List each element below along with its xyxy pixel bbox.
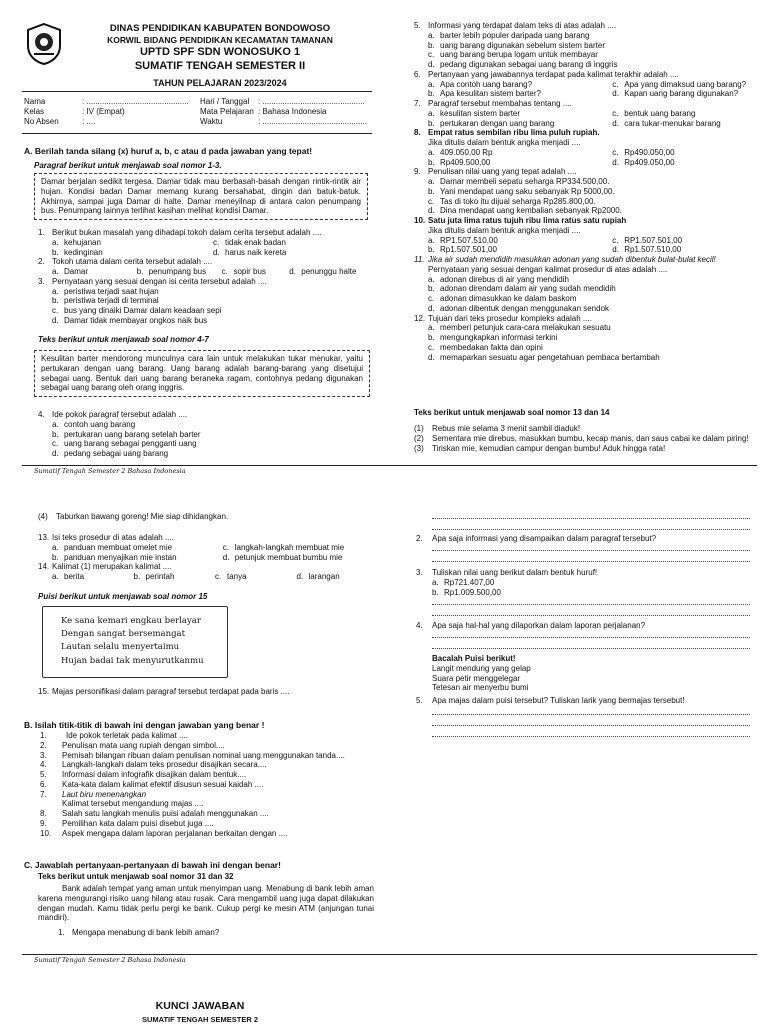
question-12: 12. Tujuan dari teks prosedur kompleks adalah .... (414, 313, 592, 323)
question-2: 2. Tokoh utama dalam cerita tersebut adalah .... (38, 257, 213, 267)
essay-answer-lines-2[interactable] (432, 543, 750, 565)
question-10-sub: Jika ditulis dalam bentuk angka menjadi .... (428, 225, 581, 235)
nama-label: Nama (24, 97, 46, 106)
fill-item-8[interactable]: 8. Salah satu langkah menulis puisi adalah menggunakan .... (40, 809, 269, 818)
passage-c-text: Bank adalah tempat yang aman untuk menyimpan uang. Menabung di bank lebih aman karena mengurangi risiko uang hilang atau rusak. Cara mengambil uang juga dapat dilakukan dengan mudah. Kamu tidak perlu pergi ke bank. Cukup pergi ke mesin ATM (anjungan tunai mandiri). (38, 884, 374, 923)
step-3: (3) Tiriskan mie, kemudian campur dengan bumbu! Aduk hingga rata! (414, 443, 666, 453)
option-2a[interactable]: a. Damar (52, 267, 89, 276)
passage-c-label: Teks berikut untuk menjawab soal nomor 31 dan 32 (38, 872, 234, 881)
option-10a[interactable]: a. RP1.507.510,00 (428, 235, 498, 245)
essay-question-2: 2. Apa saja informasi yang disampaikan dalam paragraf tersebut? (416, 534, 657, 543)
essay-answer-lines-4[interactable] (432, 630, 750, 652)
question-4-block (38, 410, 374, 459)
passage-2-text: Kesulitan barter mendorong munculnya cara lain untuk melakukan tukar menukar, yaitu pertukaran dengan uang barang. Uang barang adalah barang-barang yang disetujui sebagai uang. Bentuk dari uang barang beraneka ragam, contohnya pedang digunakan sebagai uang barang oleh orang inggris. (41, 354, 363, 393)
header-dinas: DINAS PENDIDIKAN KABUPATEN BONDOWOSO (109, 23, 331, 34)
option-5b[interactable]: b. uang barang digunakan sebelum sistem barter (428, 40, 605, 50)
fill-item-5[interactable]: 5. Informasi dalam infografik disajikan dalam bentuk.... (40, 770, 247, 779)
step-4: (4) Taburkan bawang goreng! Mie siap dihidangkan. (38, 512, 229, 521)
question-1-options (38, 238, 374, 258)
option-7d[interactable]: d. cara tukar-menukar barang (612, 118, 721, 128)
option-1b[interactable]: b. kedinginan (52, 247, 103, 257)
question-8-options (414, 148, 754, 168)
option-14a[interactable]: a. berita (52, 572, 85, 581)
poem-2-line-1: Langit mendung yang gelap (432, 663, 531, 673)
option-1a[interactable]: a. kehujanan (52, 237, 101, 247)
option-5d[interactable]: d. pedang digunakan sebagai uang barang di inggris (428, 60, 618, 69)
passage-1-label: Paragraf berikut untuk menjawab soal nomor 1-3. (34, 161, 222, 170)
question-10-options (414, 236, 754, 256)
question-2-text: Tokoh utama dalam cerita tersebut adalah .... (52, 257, 213, 267)
option-8d[interactable]: d. Rp409.050,00 (612, 157, 675, 167)
essay-question-3: 3. Tuliskan nilai uang berikut dalam bentuk huruf! a. Rp721.407,00 b. Rp1.009.500,00 (416, 568, 756, 597)
option-10d[interactable]: d. Rp1.507.510,00 (612, 245, 682, 255)
school-logo-icon (24, 22, 64, 66)
question-5-options (414, 31, 754, 70)
poem-1-box (42, 606, 228, 678)
fill-item-10[interactable]: 10. Aspek mengapa dalam laporan perjalanan berkaitan dengan .... (40, 828, 288, 838)
question-4-options (38, 420, 374, 459)
question-1-text: Berikut bukan masalah yang dihadapi tokoh dalam cerita tersebut adalah .... (52, 228, 322, 237)
option-14c[interactable]: c. tanya (215, 572, 247, 581)
identity-right (200, 97, 372, 126)
option-4d[interactable]: d. pedang sebagai uang barang (52, 449, 169, 458)
step-1: (1) Rebus mie selama 3 menit sambil diaduk! (414, 424, 581, 433)
procedure-steps (414, 424, 754, 453)
option-7b[interactable]: b. pertukaran dengan uang barang (428, 118, 555, 128)
question-12-options (414, 323, 754, 362)
option-2c[interactable]: c. sopir bus (221, 267, 266, 276)
fill-item-4[interactable]: 4. Langkah-langkah dalam teks prosedur disajikan secara.... (40, 760, 267, 770)
fill-item-9[interactable]: 9. Pemilihan kata dalam puisi disebut juga .... (40, 818, 214, 828)
question-14: 14. Kalimat (1) merupakan kalimat .... (38, 562, 172, 572)
question-8-sub: Jika ditulis dalam bentuk angka menjadi .... (428, 138, 581, 147)
essay-3a: a. Rp721.407,00 (432, 577, 495, 587)
option-8b[interactable]: b. Rp409.500,00 (428, 157, 491, 167)
absen-field[interactable]: : .... (82, 116, 96, 126)
question-11-options (414, 275, 754, 314)
option-3b[interactable]: b. peristiwa terjadi di terminal (52, 296, 159, 306)
poem-1-line-1: Ke sana kemari engkau berlayar (61, 616, 201, 626)
essay-question-4: 4. Apa saja hal-hal yang dilaporkan dalam laporan perjalanan? (416, 621, 646, 630)
fill-item-1[interactable]: 1. Ide pokok terletak pada kalimat .... (40, 731, 188, 740)
step-2: (2) Sementara mie direbus, masukkan bumbu, kecap manis, dan saus cabai ke dalam piring! (414, 433, 749, 443)
question-1: 1. Berikut bukan masalah yang dihadapi tokoh dalam cerita tersebut adalah .... (38, 228, 322, 237)
poem-2 (432, 654, 750, 693)
essay-question-1: 1. Mengapa menabung di bank lebih aman? (58, 928, 220, 937)
option-3d[interactable]: d. Damar tidak membayar ongkos naik bus (52, 315, 208, 325)
option-13b[interactable]: b. panduan menyajikan mie instan (52, 552, 177, 562)
option-13c[interactable]: c. langkah-langkah membuat mie (222, 542, 345, 552)
option-13a[interactable]: a. panduan membuat omelet mie (52, 542, 173, 552)
option-9a[interactable]: a. Damar membeli sepatu seharga RP334.500,00. (428, 177, 610, 186)
question-14-options (38, 572, 378, 582)
poem-1-line-2: Dengan sangat bersemangat (61, 629, 185, 640)
fill-item-6[interactable]: 6. Kata-kata dalam kalimat efektif disusun sesuai kaidah .... (40, 779, 264, 789)
page-1-footer: Sumatif Tengah Semester 2 Bahasa Indonesia (34, 467, 186, 475)
fill-item-7[interactable]: 7. Laut biru menenangkan (40, 789, 147, 799)
option-5a[interactable]: a. barter lebih populer daripada uang barang (428, 30, 590, 40)
option-1c[interactable]: c. tidak enak badan (213, 237, 286, 247)
question-3: 3. Pernyataan yang sesuai dengan isi cerita tersebut adalah .... (38, 276, 267, 286)
nama-field[interactable]: : .............................................. (82, 97, 189, 106)
questions-13-14 (38, 533, 378, 582)
question-9: 9. Penulisan nilai uang yang tepat adalah .... (414, 167, 577, 177)
fill-item-7-sub: Kalimat tersebut mengandung majas .... (62, 799, 204, 809)
poem-2-line-3: Tetesan air menyerbu bumi (432, 683, 529, 693)
question-8: 8. Empat ratus sembilan ribu lima puluh rupiah. (414, 128, 600, 138)
passage-2-box (34, 350, 370, 397)
page-2-footer-line (22, 954, 757, 955)
page-2-footer: Sumatif Tengah Semester 2 Bahasa Indonesia (34, 956, 186, 964)
page-1-footer-line (22, 465, 757, 466)
option-4a[interactable]: a. contoh uang barang (52, 419, 136, 429)
question-13: 13. Isi teks prosedur di atas adalah .... (38, 533, 174, 542)
option-7a[interactable]: a. kesulitan sistem barter (428, 108, 521, 118)
option-11d[interactable]: d. adonan dibentuk dengan menggunakan sendok (428, 303, 610, 313)
kelas-label: Kelas (24, 106, 45, 116)
answer-key-subtitle: SUMATIF TENGAH SEMESTER 2 (141, 1015, 259, 1024)
question-4-text: Ide pokok paragraf tersebut adalah .... (52, 410, 188, 419)
passage-1-box (34, 173, 368, 220)
essay-answer-lines-1[interactable] (432, 511, 750, 533)
option-2d[interactable]: d. penunggu halte (289, 267, 357, 276)
option-10c[interactable]: c. RP1.507.501,00 (612, 235, 683, 245)
header-korwil: KORWIL BIDANG PENDIDIKAN KECAMATAN TAMANAN (107, 35, 333, 45)
poem-1-line-3: Lautan selalu menyertaimu (61, 642, 180, 653)
question-10: 10. Satu juta lima ratus tujuh ribu lima ratus satu rupiah (414, 216, 627, 225)
option-4c[interactable]: c. uang barang sebagai pengganti uang (52, 439, 197, 449)
header-year: TAHUN PELAJARAN 2023/2024 (153, 78, 287, 88)
identity-divider (22, 133, 372, 134)
question-7-options (414, 109, 754, 129)
option-9d[interactable]: d. Dina mendapat uang kembalian sebanyak Rp2000. (428, 206, 622, 216)
question-13-options (38, 543, 378, 563)
option-1d[interactable]: d. harus naik kereta (213, 247, 287, 257)
option-3a[interactable]: a. peristiwa terjadi saat hujan (52, 286, 159, 296)
option-6a[interactable]: a. Apa contoh uang barang? (428, 79, 533, 89)
mapel-value: : Bahasa Indonesia (258, 106, 327, 116)
option-11c[interactable]: c. adonan dimasukkan ke dalam baskom (428, 294, 577, 303)
option-9b[interactable]: b. Yani mendapat uang saku sebanyak Rp 5000,00. (428, 186, 615, 196)
section-c-title: C. Jawablah pertanyaan-pertanyaan di bawah ini dengan benar! (24, 860, 281, 870)
questions-1-4 (38, 228, 374, 326)
option-12c[interactable]: c. membedakan fakta dan opini (428, 342, 543, 352)
passage-4-label: Puisi berikut untuk menjawab soal nomor 15 (38, 592, 208, 601)
question-7: 7. Paragraf tersebut membahas tentang .... (414, 99, 572, 108)
essay-answer-lines-3[interactable] (432, 597, 750, 619)
option-8c[interactable]: c. Rp490.050,00 (612, 147, 675, 157)
header-exam: SUMATIF TENGAH SEMESTER II (134, 60, 306, 72)
option-11a[interactable]: a. adonan direbus di air yang mendidih (428, 274, 569, 284)
absen-label: No Absen (24, 116, 59, 126)
question-11-sub: Pernyataan yang sesuai dengan kalimat prosedur di atas adalah .... (428, 264, 668, 274)
question-3-text: Pernyataan yang sesuai dengan isi cerita tersebut adalah .... (52, 276, 267, 286)
passage-1-text: Damar berjalan sedikit tergesa. Damar tidak mau berbasah-basah dengan rintik-rintik air hujan. Kondisi badan Damar memang kurang bersahabat, dingin dan batuk-batuk. Akhirnya, sampai juga Damar di halte. Damar meneyilnap di antara calon penumpang bus. Penumpang lainnya terlihat kasihan melihat kondisi Damar. (41, 177, 361, 216)
essay-question-5: 5. Apa majas dalam puisi tersebut? Tuliskan larik yang bermajas tersebut! (416, 696, 685, 705)
question-9-options (414, 177, 754, 216)
option-11b[interactable]: b. adonan direndam dalam air yang sudah mendidih (428, 284, 616, 294)
header-school: UPTD SPF SDN WONOSUKO 1 (139, 46, 301, 58)
poem-2-line-2: Suara petir menggelegar (432, 673, 521, 683)
option-7c[interactable]: c. bentuk uang barang (612, 108, 696, 118)
option-14d[interactable]: d. larangan (296, 572, 340, 581)
questions-5-12 (414, 21, 754, 362)
poem-2-label: Bacalah Puisi berikut! (432, 654, 516, 663)
option-10b[interactable]: b. Rp1.507.501,00 (428, 245, 497, 255)
passage-2-label: Teks berikut untuk menjawab soal nomor 4-7 (38, 335, 209, 344)
option-12a[interactable]: a. memberi petunjuk cara-cara melakukan sesuatu (428, 323, 611, 333)
section-a-title: A. Berilah tanda silang (x) huruf a, b, c atau d pada jawaban yang tepat! (24, 146, 313, 156)
option-8a[interactable]: a. 409.050,00 Rp (428, 147, 493, 157)
question-5: 5. Informasi yang terdapat dalam teks di atas adalah .... (414, 21, 617, 30)
waktu-field[interactable]: : ............................................... (258, 116, 367, 126)
essay-answer-lines-5[interactable] (432, 707, 750, 740)
passage-3-label: Teks berikut untuk menjawab soal nomor 13 dan 14 (414, 408, 610, 417)
question-11: 11. Jika air sudah mendidih masukkan adonan yang sudah dibentuk bulat-bulat kecil! (414, 255, 716, 264)
option-5c[interactable]: c. uang barang berupa logam untuk membayar (428, 50, 598, 60)
option-6d[interactable]: d. Kapan uang barang digunakan? (612, 89, 739, 99)
header-divider (22, 91, 372, 92)
answer-key-title: KUNCI JAWABAN (155, 1000, 245, 1012)
option-6b[interactable]: b. Apa kesulitan sistem barter? (428, 89, 541, 99)
fill-item-2[interactable]: 2. Penulisan mata uang rupiah dengan simbol.... (40, 740, 225, 750)
kelas-value: : IV (Empat) (82, 106, 125, 116)
option-9c[interactable]: c. Tas di toko itu dijual seharga Rp285.800,00. (428, 196, 596, 206)
waktu-label: Waktu (200, 116, 223, 126)
question-6: 6. Pertanyaan yang jawabannya terdapat pada kalimat terakhir adalah .... (414, 69, 679, 79)
option-14b[interactable]: b. perintah (133, 572, 175, 581)
option-12d[interactable]: d. memaparkan sesuatu agar pengetahuan pembaca bertambah (428, 352, 660, 362)
poem-1-line-4: Hujan badai tak menyurutkanmu (61, 655, 204, 666)
identity-left (24, 97, 194, 126)
question-2-options (38, 267, 374, 277)
option-12b[interactable]: b. mengungkapkan informasi terkini (428, 333, 558, 342)
question-3-options (38, 287, 374, 326)
option-6c[interactable]: c. Apa yang dimaksud uang barang? (612, 79, 747, 89)
option-4b[interactable]: b. pertukaran uang barang setelah barter (52, 429, 201, 439)
option-2b[interactable]: b. penumpang bus (136, 267, 207, 276)
option-3c[interactable]: c. bus yang dinaiki Damar dalam keadaan sepi (52, 306, 222, 315)
fill-item-3[interactable]: 3. Pemisah bilangan ribuan dalam penulisan nominal uang menggunakan tanda.... (40, 750, 345, 760)
question-15: 15. Majas personifikasi dalam paragraf tersebut terdapat pada baris .... (38, 687, 290, 696)
mapel-label: Mata Pelajaran (200, 106, 254, 116)
question-6-options (414, 80, 754, 100)
hari-label: Hari / Tanggal (200, 97, 250, 106)
section-b-title: B. Isilah titik-titik di bawah ini dengan jawaban yang benar ! (24, 720, 265, 730)
hari-field[interactable]: : .............................................. (258, 97, 365, 106)
option-13d[interactable]: d. petunjuk membuat bumbu mie (222, 552, 343, 562)
essay-3b: b. Rp1.009.500,00 (432, 587, 501, 597)
question-4: 4. Ide pokok paragraf tersebut adalah .... (38, 410, 188, 419)
section-b-items (40, 731, 380, 838)
